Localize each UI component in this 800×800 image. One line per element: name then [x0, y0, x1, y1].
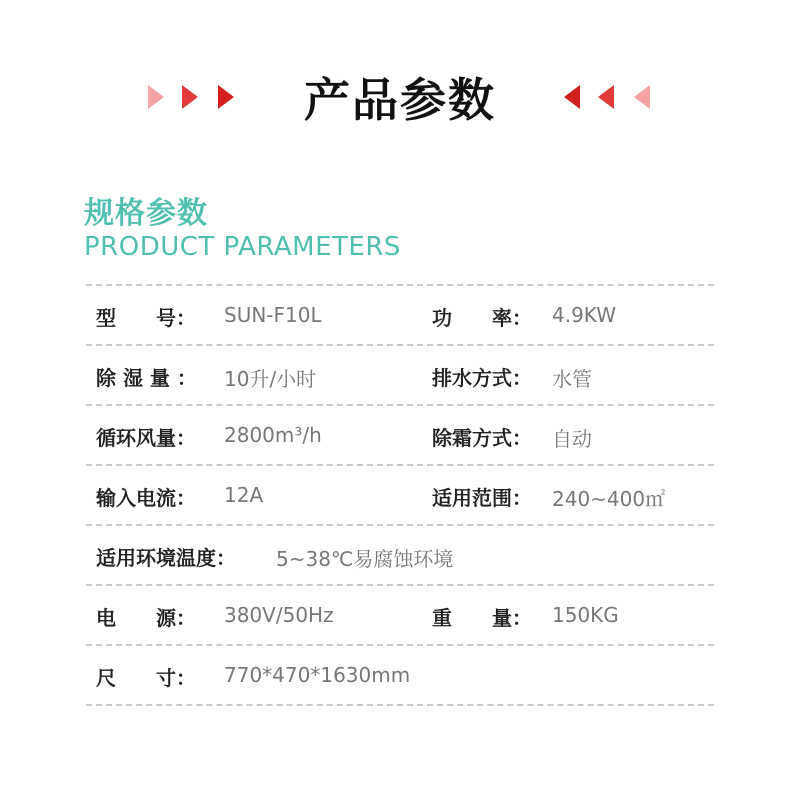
- size-label: 尺 寸：: [96, 666, 196, 690]
- power-supply-value: 380V/50Hz: [224, 603, 334, 627]
- defrost-value: 自动: [552, 427, 592, 451]
- model-value: SUN-F10L: [224, 303, 322, 327]
- defrost-label: 除霜方式：: [432, 426, 532, 450]
- size-value: 770*470*1630mm: [224, 663, 411, 687]
- spec-row: [86, 284, 714, 344]
- environment-value: 5~38℃易腐蚀环境: [276, 547, 454, 571]
- current-label: 输入电流：: [96, 486, 196, 510]
- spec-row: [86, 644, 714, 706]
- weight-label: 重 量：: [432, 606, 532, 630]
- spec-row: [86, 344, 714, 404]
- weight-value: 150KG: [552, 603, 619, 627]
- model-label: 型 号：: [96, 306, 196, 330]
- power-supply-label: 电 源：: [96, 606, 196, 630]
- dehumidify-label: 除 湿 量 ：: [96, 366, 197, 390]
- page-title: 产品参数: [304, 73, 496, 127]
- dehumidify-value: 10升/小时: [224, 367, 317, 391]
- spec-table: [86, 284, 714, 706]
- drain-value: 水管: [552, 367, 592, 391]
- arrow-left-icon: [634, 85, 650, 109]
- current-value: 12A: [224, 483, 264, 507]
- airflow-label: 循环风量：: [96, 426, 196, 450]
- arrow-left-icon: [598, 85, 614, 109]
- area-label: 适用范围：: [432, 486, 532, 510]
- power-value: 4.9KW: [552, 303, 616, 327]
- spec-row: [86, 524, 714, 584]
- environment-label: 适用环境温度：: [96, 546, 236, 570]
- spec-row: [86, 584, 714, 644]
- section-title-cn: 规格参数: [84, 196, 208, 231]
- arrow-left-icon: [564, 85, 580, 109]
- spec-row: [86, 464, 714, 524]
- airflow-value: 2800m³/h: [224, 423, 322, 447]
- spec-row: [86, 404, 714, 464]
- page-header: [0, 60, 800, 132]
- drain-label: 排水方式：: [432, 366, 532, 390]
- section-title-en: PRODUCT PARAMETERS: [84, 232, 401, 262]
- power-label: 功 率：: [432, 306, 532, 330]
- right-arrow-decoration: [558, 82, 678, 112]
- area-value: 240~400㎡: [552, 487, 666, 511]
